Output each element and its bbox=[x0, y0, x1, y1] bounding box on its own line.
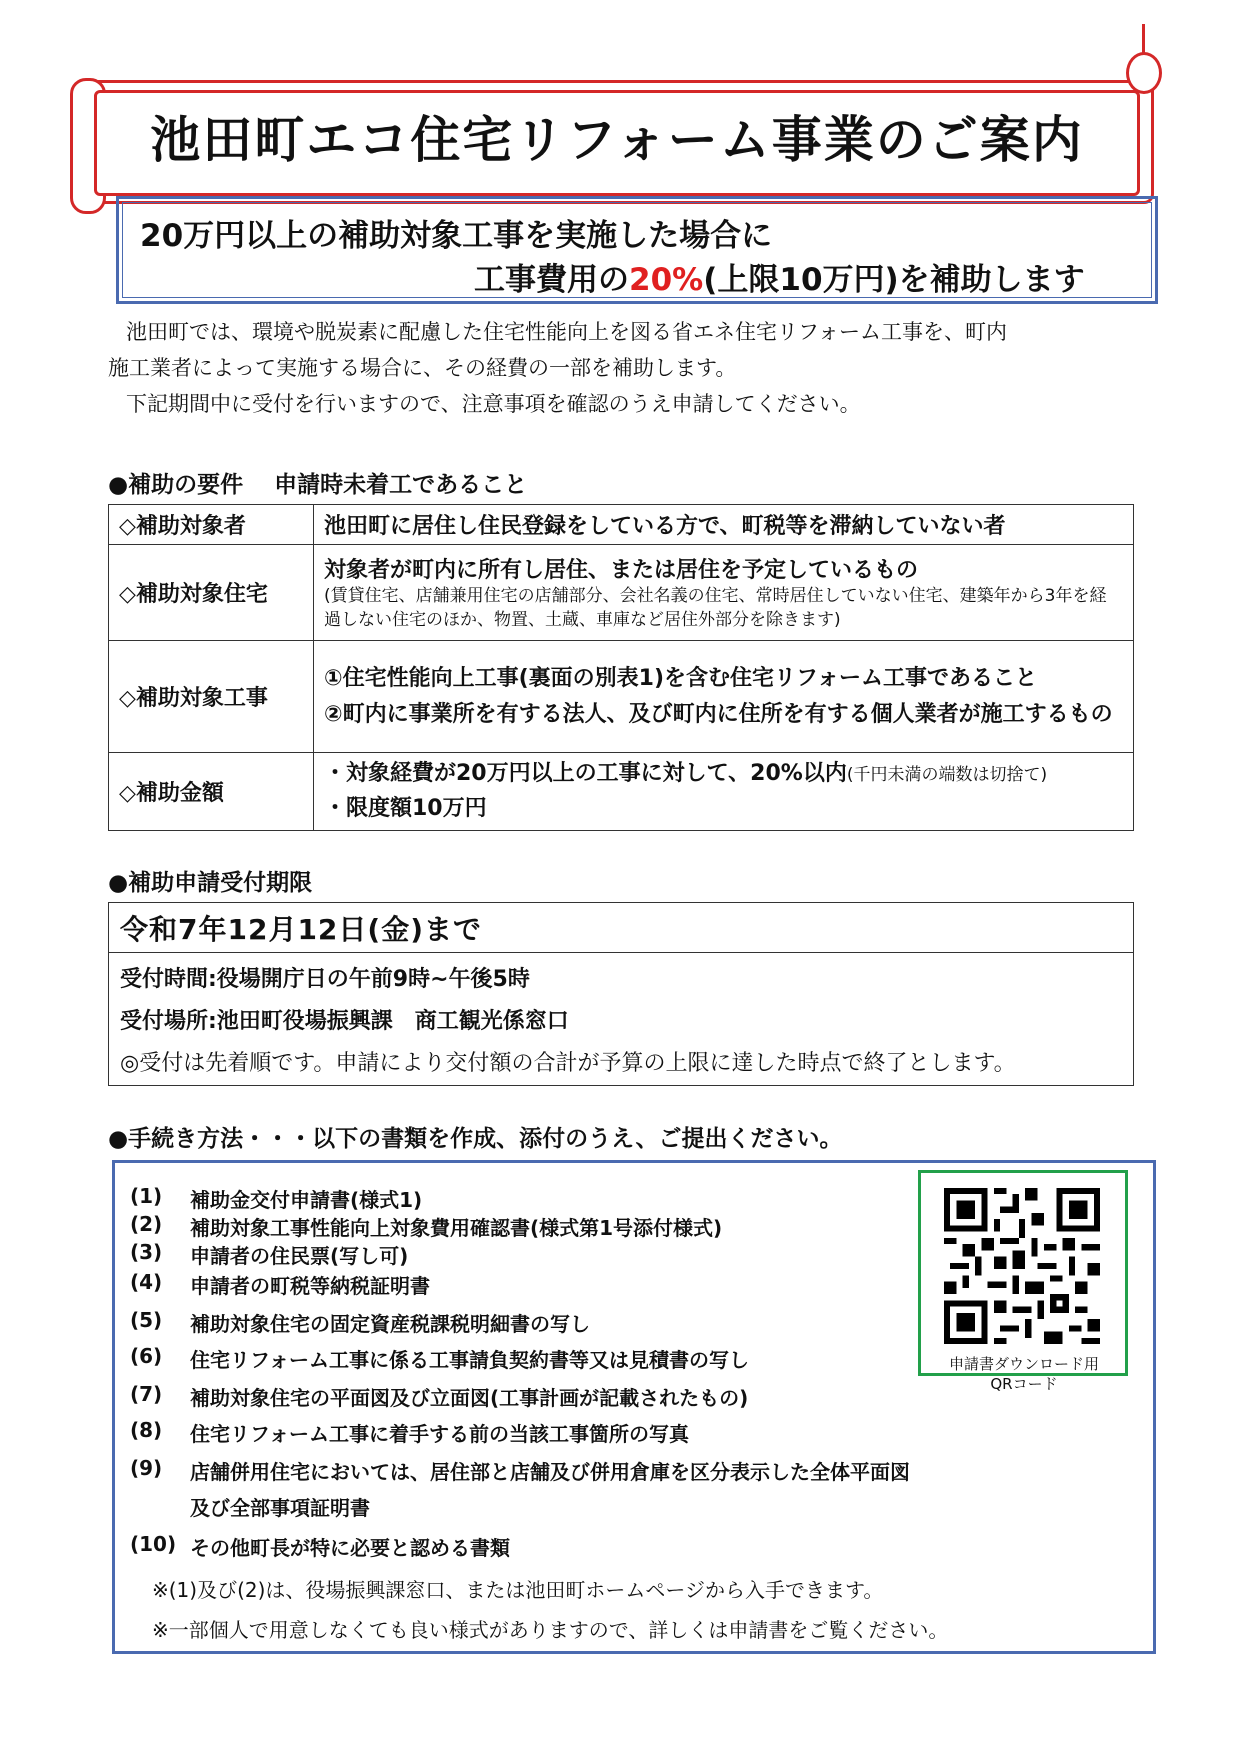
deadline-heading: ●補助申請受付期限 bbox=[108, 870, 313, 896]
value-amount-cell bbox=[314, 753, 1134, 831]
doc-number-5: (5) bbox=[130, 1308, 163, 1332]
amount-line-1-note: (千円未満の端数は切捨て) bbox=[846, 765, 1048, 785]
doc-number-1: (1) bbox=[130, 1184, 163, 1208]
highlight-line-1: 20万円以上の補助対象工事を実施した場合に bbox=[140, 218, 773, 254]
label-target-house: ◇補助対象住宅 bbox=[109, 545, 314, 641]
qr-code-icon[interactable] bbox=[944, 1188, 1100, 1344]
table-row bbox=[109, 641, 1134, 753]
value-target-house-cell bbox=[314, 545, 1134, 641]
deadline-hours: 受付時間:役場開庁日の午前9時~午後5時 bbox=[120, 967, 530, 992]
page-title: 池田町エコ住宅リフォーム事業のご案内 bbox=[150, 111, 1084, 169]
doc-item-10: その他町長が特に必要と認める書類 bbox=[190, 1536, 510, 1560]
requirements-heading: ●補助の要件 申請時未着工であること bbox=[108, 472, 528, 498]
doc-item-8: 住宅リフォーム工事に着手する前の当該工事箇所の写真 bbox=[190, 1422, 689, 1446]
intro-line-2: 施工業者によって実施する場合に、その経費の一部を補助します。 bbox=[108, 356, 737, 380]
doc-number-7: (7) bbox=[130, 1382, 163, 1406]
deadline-note: ◎受付は先着順です。申請により交付額の合計が予算の上限に達した時点で終了とします。 bbox=[120, 1051, 1016, 1076]
scroll-curl-right-decoration bbox=[1126, 52, 1162, 94]
label-amount: ◇補助金額 bbox=[109, 753, 314, 831]
value-target-house: 対象者が町内に所有し居住、または居住を予定しているもの bbox=[324, 558, 919, 583]
procedure-note-2: ※一部個人で用意しなくても良い様式がありますので、詳しくは申請書をご覧ください。 bbox=[152, 1618, 949, 1642]
doc-item-1: 補助金交付申請書(様式1) bbox=[190, 1188, 423, 1212]
amount-line-2: ・限度額10万円 bbox=[324, 796, 487, 821]
doc-item-7: 補助対象住宅の平面図及び立面図(工事計画が記載されたもの) bbox=[190, 1386, 749, 1410]
label-target-person: ◇補助対象者 bbox=[109, 505, 314, 545]
procedure-note-1: ※(1)及び(2)は、役場振興課窓口、または池田町ホームページから入手できます。 bbox=[152, 1578, 884, 1602]
doc-number-8: (8) bbox=[130, 1418, 163, 1442]
doc-number-9: (9) bbox=[130, 1456, 163, 1480]
value-target-person: 池田町に居住し住民登録をしている方で、町税等を滞納していない者 bbox=[314, 505, 1134, 545]
qr-caption bbox=[924, 1354, 1124, 1394]
qr-caption-line-1: 申請書ダウンロード用 bbox=[948, 1355, 1099, 1373]
procedure-heading: ●手続き方法・・・以下の書類を作成、添付のうえ、ご提出ください。 bbox=[108, 1126, 843, 1152]
target-work-line-2: ②町内に事業所を有する法人、及び町内に住所を有する個人業者が施工するもの bbox=[324, 701, 1113, 727]
doc-item-5: 補助対象住宅の固定資産税課税明細書の写し bbox=[190, 1312, 590, 1336]
amount-line-1: ・対象経費が20万円以上の工事に対して、20%以内 bbox=[324, 761, 847, 786]
doc-item-9-cont: 及び全部事項証明書 bbox=[190, 1496, 370, 1520]
target-house-note: (賃貸住宅、店舗兼用住宅の店舗部分、会社名義の住宅、常時居住していない住宅、建築年から3年を経過しない住宅のほか、物置、土蔵、車庫など居住外部分を除きます) bbox=[324, 586, 1107, 630]
doc-item-6: 住宅リフォーム工事に係る工事請負契約書等又は見積書の写し bbox=[190, 1348, 749, 1372]
label-target-work: ◇補助対象工事 bbox=[109, 641, 314, 753]
intro-line-3: 下記期間中に受付を行いますので、注意事項を確認のうえ申請してください。 bbox=[126, 392, 861, 416]
doc-item-2: 補助対象工事性能向上対象費用確認書(様式第1号添付様式) bbox=[190, 1216, 723, 1240]
target-work-line-1: ①住宅性能向上工事(裏面の別表1)を含む住宅リフォーム工事であること bbox=[324, 665, 1037, 691]
doc-item-4: 申請者の町税等納税証明書 bbox=[190, 1274, 430, 1298]
doc-number-6: (6) bbox=[130, 1344, 163, 1368]
amount-line-1-wrap bbox=[324, 757, 1123, 792]
highlight-percent: 20% bbox=[629, 262, 704, 298]
doc-number-2: (2) bbox=[130, 1212, 163, 1236]
highlight-line-2 bbox=[474, 254, 1085, 299]
table-row bbox=[109, 753, 1134, 831]
doc-number-4: (4) bbox=[130, 1270, 163, 1294]
qr-caption-line-2: QRコード bbox=[990, 1375, 1058, 1393]
highlight-line-2-b: (上限10万円)を補助します bbox=[703, 262, 1085, 298]
requirements-table bbox=[108, 504, 1134, 831]
table-row bbox=[109, 545, 1134, 641]
highlight-line-2-a: 工事費用の bbox=[474, 262, 629, 298]
value-target-work-cell bbox=[314, 641, 1134, 753]
doc-number-10: (10) bbox=[130, 1532, 177, 1556]
deadline-date: 令和7年12月12日(金)まで bbox=[120, 913, 483, 946]
doc-item-3: 申請者の住民票(写し可) bbox=[190, 1244, 409, 1268]
deadline-divider bbox=[108, 952, 1134, 953]
intro-line-1: 池田町では、環境や脱炭素に配慮した住宅性能向上を図る省エネ住宅リフォーム工事を、町内 bbox=[126, 320, 1007, 344]
table-row bbox=[109, 505, 1134, 545]
doc-number-3: (3) bbox=[130, 1240, 163, 1264]
doc-item-9: 店舗併用住宅においては、居住部と店舗及び併用倉庫を区分表示した全体平面図 bbox=[190, 1460, 910, 1484]
deadline-place: 受付場所:池田町役場振興課 商工観光係窓口 bbox=[120, 1009, 569, 1034]
